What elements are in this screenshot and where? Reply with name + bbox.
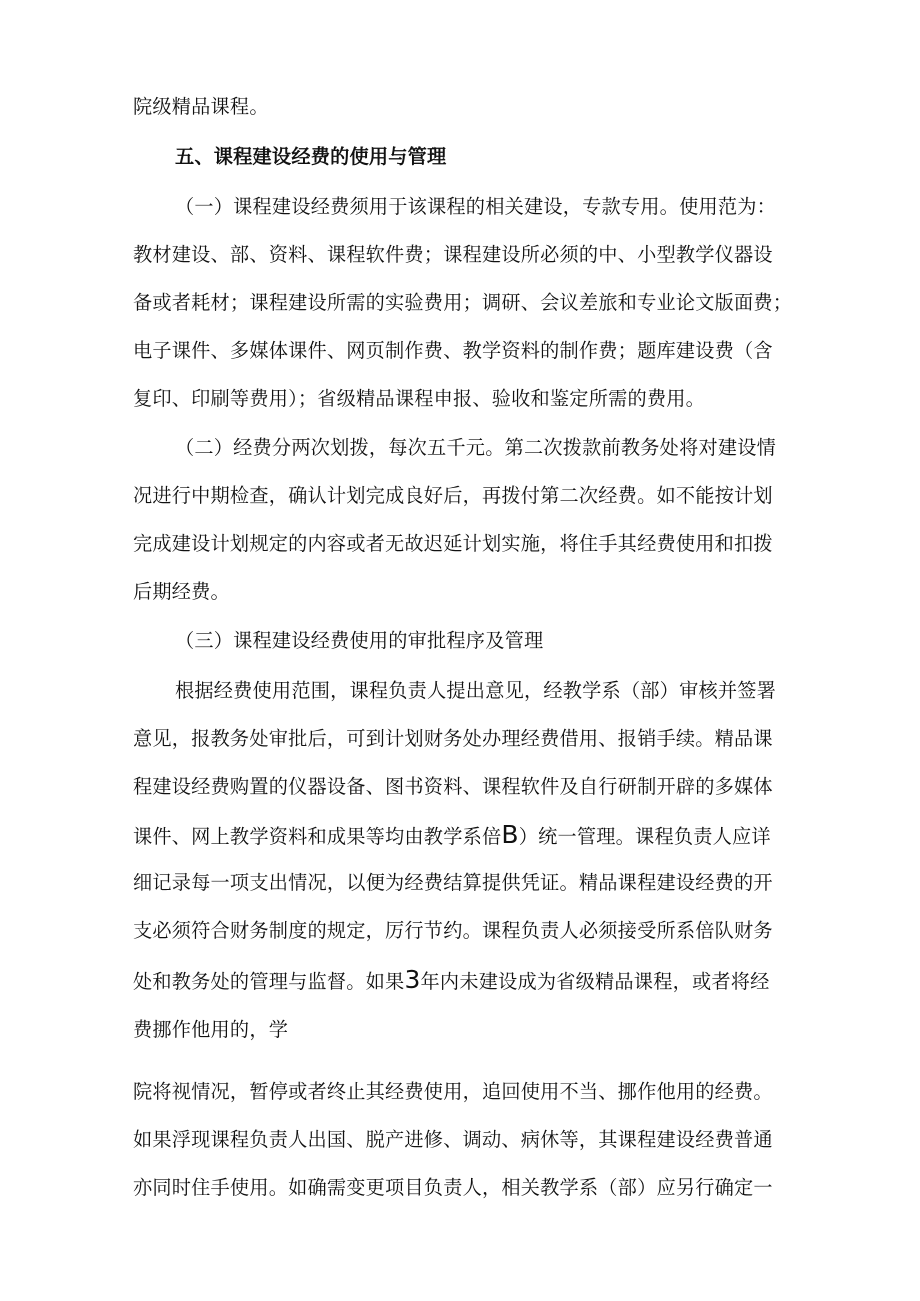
paragraph-line: 亦同时住手使用。如确需变更项目负责人，相关教学系（部）应另行确定一 — [133, 1176, 773, 1199]
line-segment: 处和教务处的管理与监督。如果 — [133, 970, 405, 993]
paragraph-line — [133, 965, 770, 994]
paragraph-line: 意见，报教务处审批后，可到计划财务处办理经费借用、报销手续。精品课 — [133, 727, 773, 750]
paragraph-line: 院级精品课程。 — [133, 95, 269, 118]
paragraph-line: 院将视情况，暂停或者终止其经费使用，追回使用不当、挪作他用的经费。 — [133, 1080, 773, 1103]
subsection-heading: （三）课程建设经费使用的审批程序及管理 — [175, 629, 544, 652]
line-segment: ）统一管理。课程负责人应详 — [518, 825, 771, 848]
paragraph-line: 备或者耗材；课程建设所需的实验费用；调研、会议差旅和专业论文版面费； — [133, 291, 793, 314]
paragraph-line: （一）课程建设经费须用于该课程的相关建设，专款专用。使用范为： — [175, 195, 777, 218]
inline-number: 3 — [404, 965, 421, 994]
paragraph-line: 细记录每一项支出情况，以便为经费结算提供凭证。精品课程建设经费的开 — [133, 871, 773, 894]
paragraph-line: 如果浮现课程负责人出国、脱产进修、调动、病休等，其课程建设经费普通 — [133, 1128, 773, 1151]
line-segment: 课件、网上教学资料和成果等均由教学系倍 — [133, 825, 502, 848]
paragraph-line: 支必须符合财务制度的规定，厉行节约。课程负责人必须接受所系倍队财务 — [133, 919, 773, 942]
paragraph-line: 完成建设计划规定的内容或者无故迟延计划实施，将住手其经费使用和扣拨 — [133, 532, 773, 555]
paragraph-line: 后期经费。 — [133, 580, 230, 603]
paragraph-line: （二）经费分两次划拨，每次五千元。第二次拨款前教务处将对建设情 — [175, 436, 777, 459]
paragraph-line: 教材建设、部、资料、课程软件费；课程建设所必须的中、小型教学仪器设 — [133, 243, 773, 266]
section-heading: 五、课程建设经费的使用与管理 — [175, 145, 447, 168]
paragraph-line — [133, 820, 771, 849]
line-segment: 年内未建设成为省级精品课程，或者将经 — [420, 970, 770, 993]
paragraph-line: 况进行中期检查，确认计划完成良好后，再拨付第二次经费。如不能按计划 — [133, 484, 773, 507]
paragraph-line: 根据经费使用范围，课程负责人提出意见，经教学系（部）审核并签署 — [175, 679, 777, 702]
paragraph-line: 电子课件、多媒体课件、网页制作费、教学资料的制作费；题库建设费（含 — [133, 339, 773, 362]
paragraph-line: 费挪作他用的，学 — [133, 1018, 289, 1041]
paragraph-line: 程建设经费购置的仪器设备、图书资料、课程软件及自行研制开辟的多媒体 — [133, 775, 773, 798]
paragraph-line: 复印、印刷等费用）；省级精品课程申报、验收和鉴定所需的费用。 — [133, 387, 706, 410]
inline-letter: B — [501, 820, 519, 849]
